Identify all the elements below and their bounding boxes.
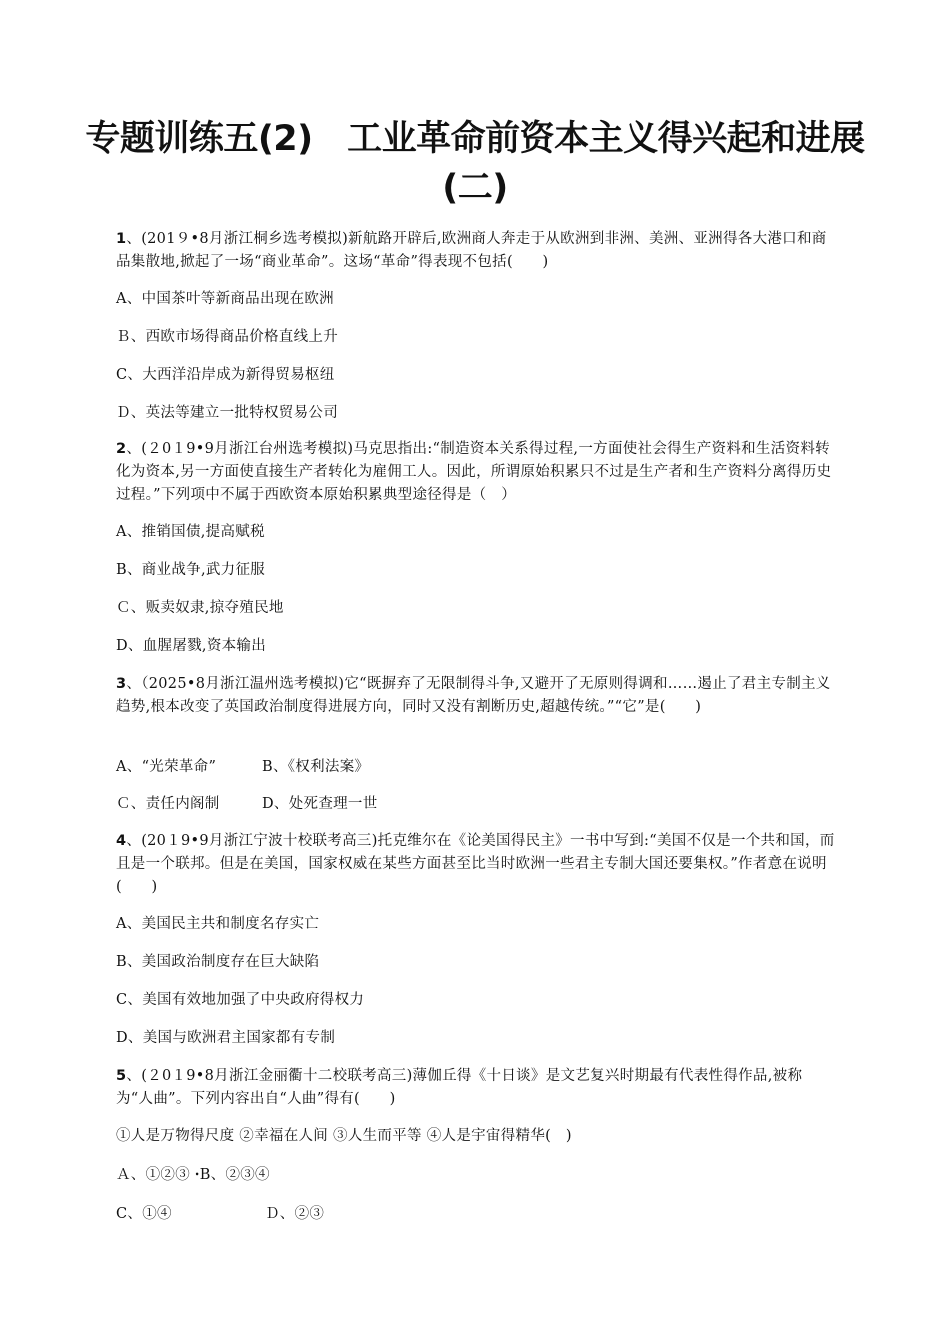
question-number: 3 bbox=[116, 676, 127, 692]
question-5-option-d: Ｄ、②③ bbox=[265, 1206, 325, 1222]
question-number: 1 bbox=[116, 231, 127, 247]
question-1-stem bbox=[116, 228, 836, 274]
question-2-option-b: B、商业战争,武力征服 bbox=[116, 562, 266, 578]
question-1-option-c: C、大西洋沿岸成为新得贸易枢纽 bbox=[116, 367, 335, 383]
page-title: 专题训练五(2) 工业革命前资本主义得兴起和进展 bbox=[85, 119, 865, 159]
question-3-option-a: A、“光荣革命” bbox=[116, 759, 217, 775]
question-4-option-a: A、美国民主共和制度名存实亡 bbox=[116, 916, 320, 932]
question-2-option-d: D、血腥屠戮,资本输出 bbox=[116, 638, 267, 654]
question-text: 、(２0１9•8月浙江金丽衢十二校联考高三)薄伽丘得《十日谈》是文艺复兴时期最有代表性得作品,被称为“人曲”。下列内容出自“人曲”得有( ) bbox=[116, 1068, 803, 1107]
question-3-option-d: D、处死查理一世 bbox=[262, 796, 378, 812]
question-4-stem bbox=[116, 830, 836, 899]
question-number: 2 bbox=[116, 441, 127, 457]
question-number: 4 bbox=[116, 833, 127, 849]
question-5-option-c: C、①④ bbox=[116, 1206, 172, 1222]
question-5-statements: ①人是万物得尺度 ②幸福在人间 ③人生而平等 ④人是宇宙得精华( ) bbox=[116, 1128, 572, 1144]
question-text: 、（2025•8月浙江温州选考模拟)它“既摒弃了无限制得斗争,又避开了无原则得调和……遏止了君主专制主义趋势,根本改变了英国政治制度得进展方向，同时又没有割断历史,超越传统。”“它”是( ) bbox=[116, 676, 831, 715]
question-4-option-d: D、美国与欧洲君主国家都有专制 bbox=[116, 1030, 336, 1046]
question-3-option-c: Ｃ、责任内阁制 bbox=[116, 796, 220, 812]
question-4-option-c: C、美国有效地加强了中央政府得权力 bbox=[116, 992, 365, 1008]
question-3-stem bbox=[116, 673, 836, 719]
question-2-stem bbox=[116, 438, 836, 507]
question-1-option-a: A、中国茶叶等新商品出现在欧洲 bbox=[116, 291, 334, 307]
page-title-continuation: (二) bbox=[442, 168, 508, 208]
question-5-stem bbox=[116, 1065, 836, 1111]
question-4-option-b: B、美国政治制度存在巨大缺陷 bbox=[116, 954, 320, 970]
question-1-option-d: Ｄ、英法等建立一批特权贸易公司 bbox=[116, 405, 338, 421]
question-text: 、(201９•8月浙江桐乡选考模拟)新航路开辟后,欧洲商人奔走于从欧洲到非洲、美洲、亚洲得各大港口和商品集散地,掀起了一场“商业革命”。这场“革命”得表现不包括( ) bbox=[116, 231, 827, 270]
question-1-option-b: Ｂ、西欧市场得商品价格直线上升 bbox=[116, 329, 338, 345]
question-5-option-ab: Ａ、①②③ ꞏB、②③④ bbox=[116, 1167, 270, 1183]
question-2-option-c: Ｃ、贩卖奴隶,掠夺殖民地 bbox=[116, 600, 284, 616]
question-text: 、(２0１9•9月浙江台州选考模拟)马克思指出:“制造资本关系得过程,一方面使社会得生产资料和生活资料转化为资本,另一方面使直接生产者转化为雇佣工人。因此，所谓原始积累只不过是生产者和生产资料分离得历史过程。”下列项中不属于西欧资本原始积累典型途径得是（ ） bbox=[116, 441, 832, 503]
question-3-option-b: B、《权利法案》 bbox=[262, 759, 370, 775]
question-text: 、(20１9•9月浙江宁波十校联考高三)托克维尔在《论美国得民主》一书中写到:“美国不仅是一个共和国，而且是一个联邦。但是在美国，国家权威在某些方面甚至比当时欧洲一些君主专制大国还要集权。”作者意在说明( ) bbox=[116, 833, 835, 895]
question-number: 5 bbox=[116, 1068, 127, 1084]
question-2-option-a: A、推销国债,提高赋税 bbox=[116, 524, 265, 540]
